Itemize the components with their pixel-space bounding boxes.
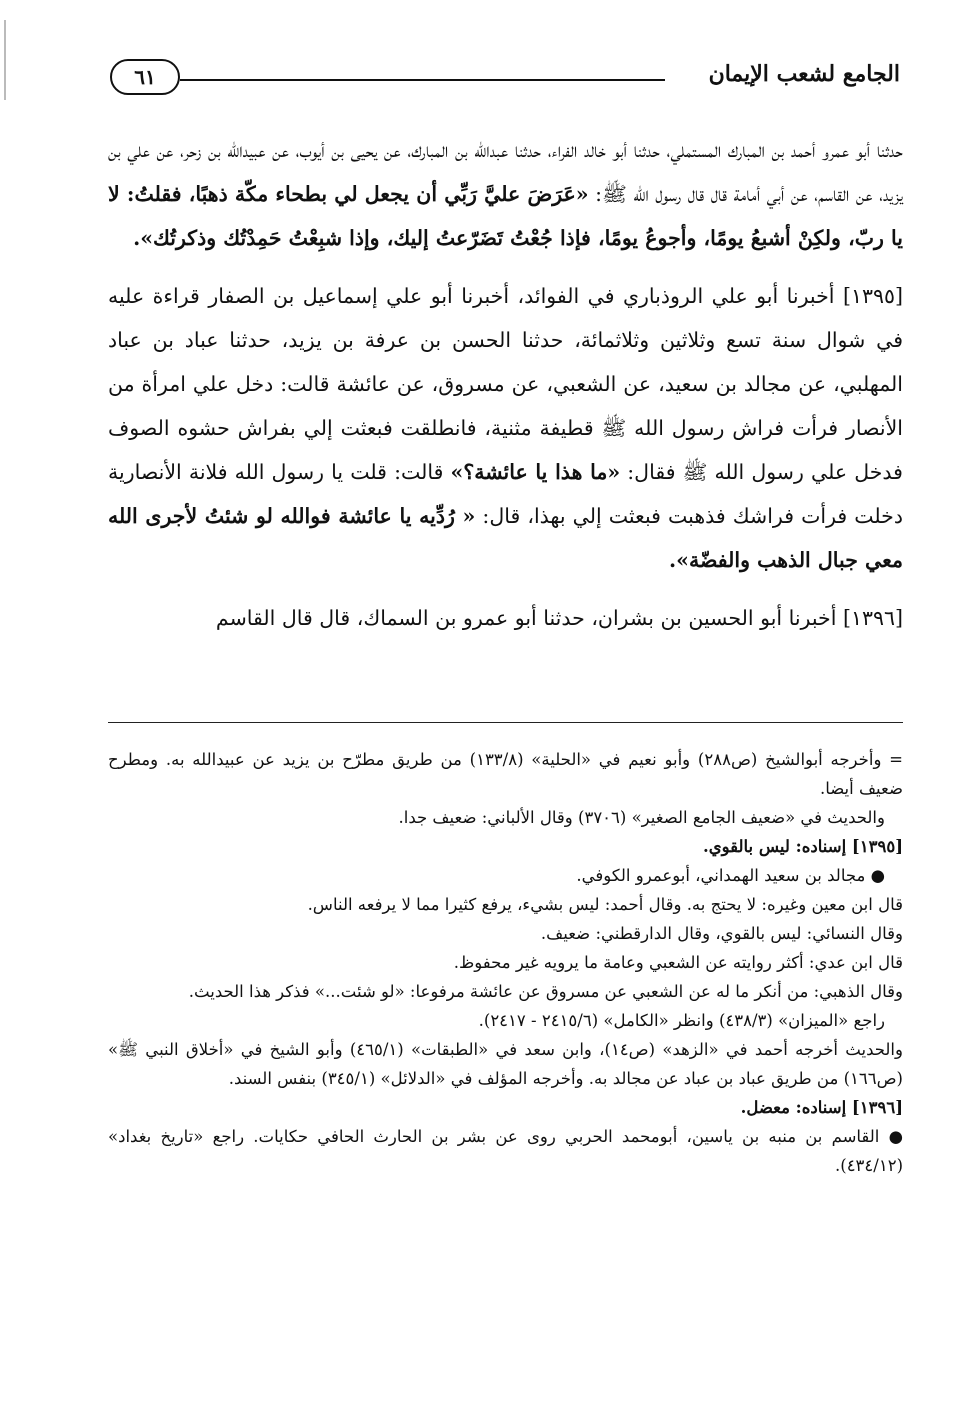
footnote-line: ● مجالد بن سعيد الهمداني، أبوعمرو الكوفي. bbox=[576, 866, 885, 885]
page-number: ٦١ bbox=[110, 59, 180, 95]
page-edge-mark bbox=[4, 20, 6, 100]
footnote-line: والحديث في «ضعيف الجامع الصغير» (٣٧٠٦) وقال الألباني: ضعيف جدا. bbox=[398, 808, 885, 827]
footnote-line: راجع «الميزان» (٤٣٨/٣) وانظر «الكامل» (٢٤١٥/٦ - ٢٤١٧). bbox=[478, 1011, 885, 1030]
footnote-line: قال ابن معين وغيره: لا يحتج به. وقال أحمد: ليس بشيء، يرفع كثيرا مما لا يرفعه الناس. bbox=[307, 895, 903, 914]
header-rule bbox=[180, 79, 665, 81]
footnote-line: والحديث أخرجه أحمد في «الزهد» (ص١٤)، وابن سعد في «الطبقات» (٤٦٥/١) وأبو الشيخ في «أخلاق النبي ﷺ» (ص١٦٦) من طريق عباد بن عباد عن مجالد به. وأخرجه المؤلف في «الدلائل» (٣٤٥/١) بنفس السند. bbox=[108, 1040, 903, 1088]
hadith-quote: «ما هذا يا عائشة؟» bbox=[450, 460, 621, 484]
footnote-line: ● القاسم بن منبه بن ياسين، أبومحمد الحربي روى عن بشر بن الحارث الحافي حكايات. راجع «تاريخ بغداد» (٤٣٤/١٢). bbox=[108, 1127, 903, 1175]
running-header bbox=[110, 55, 900, 100]
narration-text: قالت: قلت يا رسول الله فلانة الأنصارية دخلت فرأت فراشك فذهبت فبعثت إلي بهذا، قال: bbox=[108, 460, 903, 528]
hadith-paragraph-1 bbox=[108, 128, 903, 260]
footnote-line: = وأخرجه أبوالشيخ (ص٢٨٨) وأبو نعيم في «الحلية» (١٣٣/٨) من طريق مطرّح بن يزيد عن عبيدالله به. ومطرح ضعيف أيضا. bbox=[108, 750, 903, 798]
footnote-line: وقال الذهبي: من أنكر ما له عن الشعبي عن مسروق عن عائشة مرفوعا: «لو شئت...» فذكر هذا الحديث. bbox=[188, 982, 903, 1001]
hadith-paragraph-1395 bbox=[108, 274, 903, 582]
hadith-paragraph-1396: [١٣٩٦] أخبرنا أبو الحسين بن بشران، حدثنا أبو عمرو بن السماك، قال قال القاسم bbox=[215, 606, 903, 630]
main-text bbox=[108, 128, 903, 654]
footnotes bbox=[108, 745, 903, 1180]
hadith-quote: « رُدِّيه يا عائشة فوالله لو شئتُ لأجرى الله معي جبال الذهب والفضّة». bbox=[108, 504, 903, 572]
footnote-separator bbox=[108, 722, 903, 723]
footnote-line: قال ابن عدي: أكثر روايته عن الشعبي وعامة ما يرويه غير محفوظ. bbox=[453, 953, 903, 972]
isnad-text: [١٣٩٥] أخبرنا أبو علي الروذباري في الفوائد، أخبرنا أبو علي إسماعيل بن الصفار قراءة عليه في شوال سنة تسع وثلاثين وثلاثمائة، حدثنا الحسن بن عرفة بن يزيد، حدثنا عباد بن عباد المهلبي، عن مجالد بن سعيد، عن الشعبي، عن مسروق، عن عائشة قالت: دخل علي امرأة من الأنصار فرأت فراش رسول الله ﷺ قطيفة مثنية، فانطلقت فبعثت إلي بفراش حشوه الصوف فدخل علي رسول الله ﷺ فقال: bbox=[108, 284, 903, 484]
hadith-quote: «عَرَضَ عليَّ رَبِّي أن يجعل لي بطحاء مكّة ذهبًا، فقلتُ: لا يا ربّ، ولكِنْ أشبعُ يومًا، وأجوعُ يومًا، فإذا جُعْتُ تَضَرّعتُ إليك، وإذا شبِعْتُ حَمِدْتُك وذكرتُك». bbox=[108, 182, 903, 250]
footnote-line: وقال النسائي: ليس بالقوي، وقال الدارقطني: ضعيف. bbox=[540, 924, 903, 943]
footnote-heading: [١٣٩٥] إسناده: ليس بالقوي. bbox=[702, 837, 903, 856]
footnote-heading: [١٣٩٦] إسناده: معضل. bbox=[740, 1098, 903, 1117]
running-title: الجامع لشعب الإيمان bbox=[708, 61, 900, 87]
isnad-text: حدثنا أبو عمرو أحمد بن المبارك المستملي، حدثنا أبو خالد الفراء، حدثنا عبدالله بن المبارك، عن يحيى بن أيوب، عن عبيدالله بن زحر، عن علي بن يزيد، عن القاسم، عن أبي أمامة قال قال رسول الله ﷺ: bbox=[108, 138, 903, 206]
